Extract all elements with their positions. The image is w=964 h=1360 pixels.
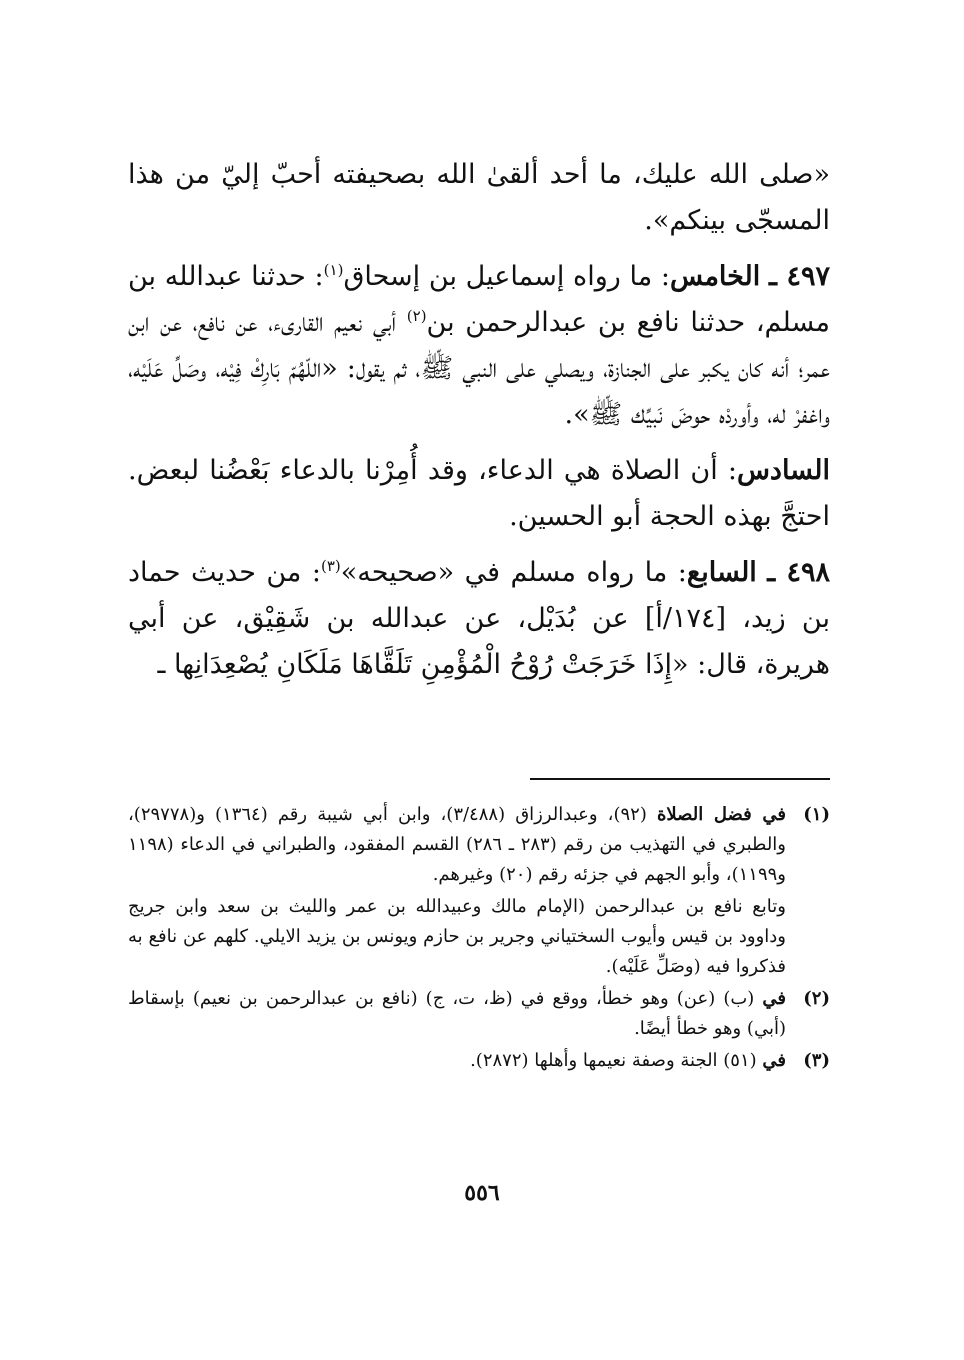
footnote-lead: في فضل الصلاة bbox=[656, 804, 786, 825]
footnote-ref[interactable]: (١) bbox=[323, 261, 344, 279]
paragraph-text: : حدثنا عبدالله بن مسلم، حدثنا نافع بن عبدالرحمن بن bbox=[128, 261, 830, 338]
paragraph-text: : من حديث حماد بن زيد، [١٧٤/أ] عن بُدَيْل، عن عبدالله بن شَقِيْق، عن أبي هريرة، قال: «إِذَا خَرَجَتْ رُوْحُ الْمُؤْمِنِ تَلَقَّاهَا مَلَكَانِ يُصْعِدَانِها ـ bbox=[128, 557, 830, 680]
footnote-continuation: وتابع نافع بن عبدالرحمن (الإمام مالك وعبيدالله بن عمر والليث بن سعد وابن جريج وداوود بن قيس وأيوب السختياني وجرير بن حازم ويونس بن يزيد الايلي. كلهم عن نافع به فذكروا فيه (وصَلِّ عَلَيْه). bbox=[128, 896, 786, 977]
footnote-body: (ب) (عن) وهو خطأ، ووقع في (ظ، ت، ج) (نافع بن عبدالرحمن بن نعيم) بإسقاط (أبي) وهو خطأ أيضًا. bbox=[128, 988, 786, 1039]
paragraph-498 bbox=[128, 550, 830, 688]
footnote-number: (٢) bbox=[803, 988, 830, 1009]
footnote-text bbox=[128, 984, 786, 1044]
paragraph-497 bbox=[128, 254, 830, 438]
footnote-text bbox=[128, 1046, 786, 1076]
footnote-item bbox=[128, 984, 830, 1044]
paragraph-text: «صلى الله عليك، ما أحد ألقىٰ الله بصحيفته أحبّ إليّ من هذا المسجّى بينكم». bbox=[128, 159, 830, 236]
footnote-number: (١) bbox=[803, 804, 830, 825]
footnote-item bbox=[128, 800, 830, 890]
footnote-item bbox=[128, 1046, 830, 1076]
paragraph-sixth bbox=[128, 448, 830, 540]
footnote-ref[interactable]: (٣) bbox=[320, 557, 341, 575]
section-title: الخامس bbox=[670, 261, 761, 292]
hadith-number: ٤٩٧ ـ bbox=[769, 261, 830, 292]
page-number: ٥٥٦ bbox=[464, 1180, 500, 1206]
footnote-separator bbox=[530, 778, 830, 780]
paragraph-text: أبي نعيم القارىء، عن نافع، عن ابن عمر؛ أنه كان يكبر على الجنازة، ويصلي على النبي ﷺ، ثم يقول: «اللّهُمّ بَارِكْ فِيْه، وصَلِّ عَلَيْه، واغفرْ له، وأوردْه حوضَ نَبيِّك ﷺ». bbox=[128, 307, 830, 430]
footnote-body: (٩٢)، وعبدالرزاق (٣/٤٨٨)، وابن أبي شيبة رقم (١٣٦٤) و(٢٩٧٧٨)، والطبري في التهذيب من رقم (٢٨٣ ـ ٢٨٦) القسم المفقود، والطبراني في الدعاء (١١٩٨ و١١٩٩)، وأبو الجهم في جزئه رقم (٢٠) وغيرهم. bbox=[128, 804, 786, 885]
paragraph-text: : ما رواه مسلم في «صحيحه» bbox=[340, 557, 687, 588]
main-text bbox=[128, 152, 830, 698]
paragraph-text: : ما رواه إسماعيل بن إسحاق bbox=[343, 261, 671, 292]
footnotes bbox=[128, 800, 830, 1078]
footnote-body: (٥١) الجنة وصفة نعيمها وأهلها (٢٨٧٢). bbox=[470, 1050, 763, 1071]
footnote-lead: في bbox=[762, 1050, 786, 1071]
footnote-text bbox=[128, 800, 786, 890]
hadith-number: ٤٩٨ ـ bbox=[767, 557, 830, 588]
section-title: السابع bbox=[686, 557, 757, 588]
footnote-lead: في bbox=[762, 988, 786, 1009]
paragraph-continuation bbox=[128, 152, 830, 244]
footnote-number: (٣) bbox=[803, 1050, 830, 1071]
paragraph-text: : أن الصلاة هي الدعاء، وقد أُمِرْنا بالدعاء بَعْضُنا لبعض. احتجَّ بهذه الحجة أبو الحسين. bbox=[128, 455, 830, 532]
section-title: السادس bbox=[736, 455, 830, 486]
footnote-ref[interactable]: (٢) bbox=[406, 307, 427, 325]
